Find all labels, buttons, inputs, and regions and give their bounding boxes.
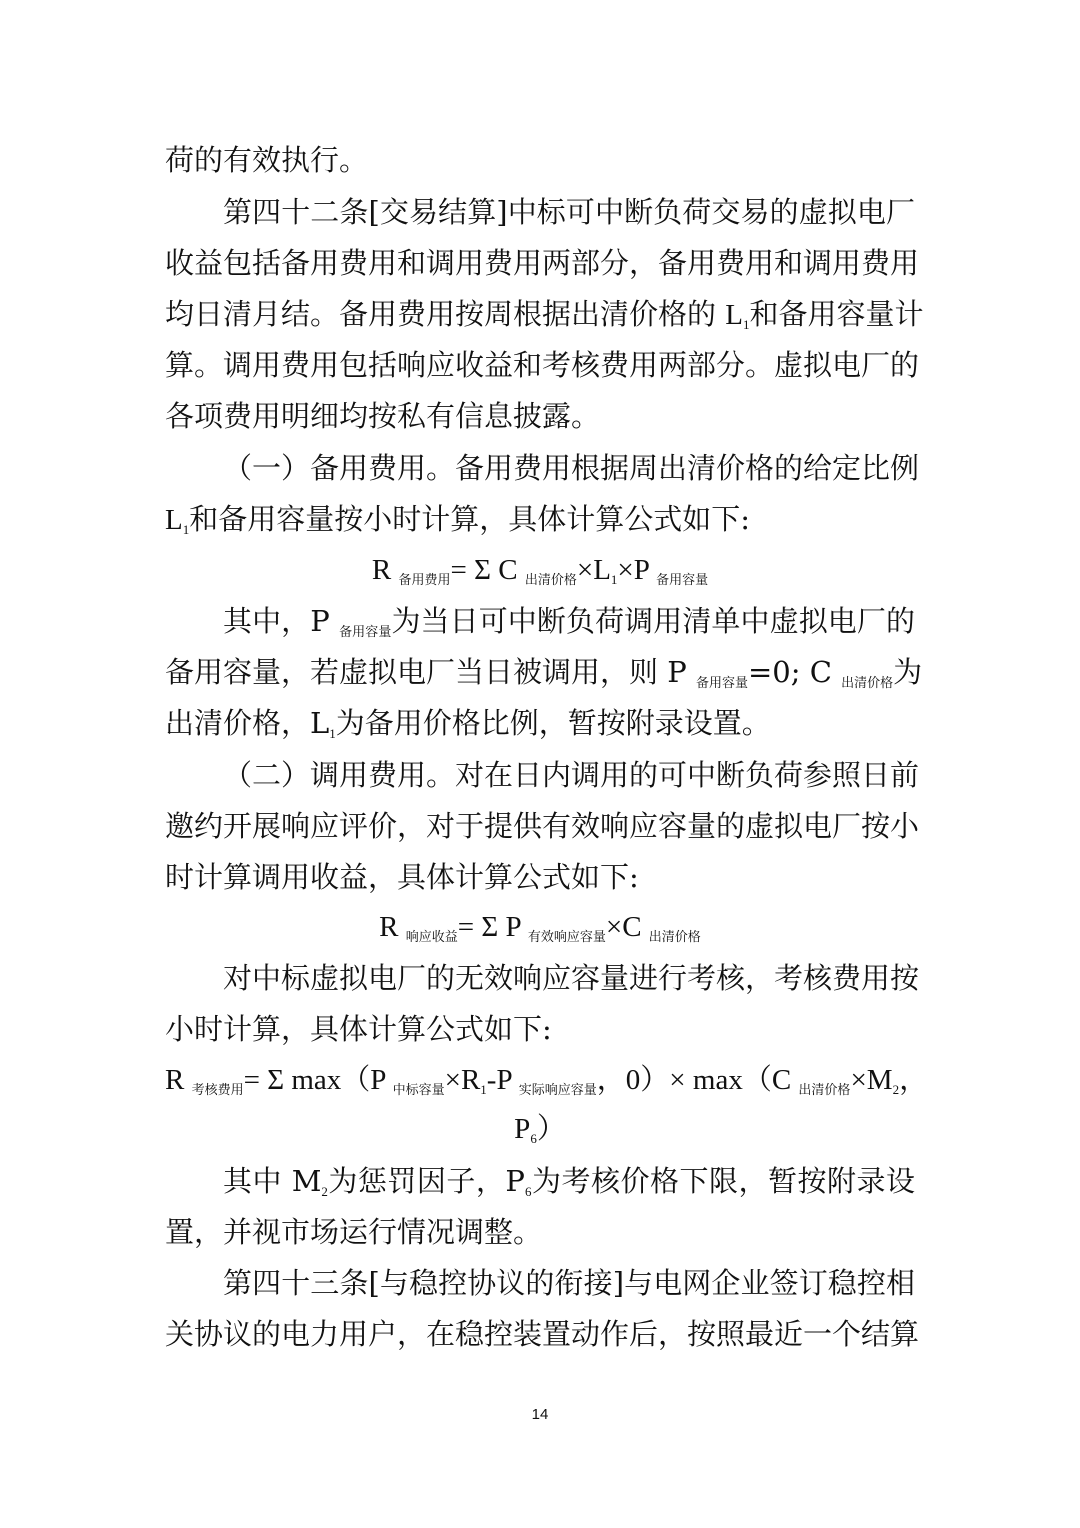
article-42-line-1: 第四十二条[交易结算]中标可中断负荷交易的虚拟电厂 (223, 195, 915, 229)
formula-reserve-fee: R 备用费用= Σ C 出清价格×L1×P 备用容量 (371, 554, 709, 587)
section-2-line-1: （二）调用费用。对在日内调用的可中断负荷参照日前 (223, 758, 920, 792)
section-2-assessment-line-2: 小时计算，具体计算公式如下: (165, 1012, 552, 1046)
article-42-line-3: 均日清月结。备用费用按周根据出清价格的 L1和备用容量计 (165, 297, 924, 332)
section-2-explain-line-1: 其中 M2为惩罚因子，P6为考核价格下限，暂按附录设 (223, 1164, 915, 1199)
section-1-where-line-3: 出清价格，L1为备用价格比例，暂按附录设置。 (165, 706, 771, 741)
section-1-where-line-1: 其中，P 备用容量为当日可中断负荷调用清单中虚拟电厂的 (223, 604, 915, 640)
section-1-line-2: L1和备用容量按小时计算，具体计算公式如下: (165, 502, 750, 537)
formula-assessment-fee: R 考核费用= Σ max（P 中标容量×R1-P 实际响应容量，0）× max（C 出清价格×M2， (165, 1064, 929, 1097)
section-2-line-2: 邀约开展响应评价，对于提供有效响应容量的虚拟电厂按小 (165, 809, 920, 843)
page-number: 14 (531, 1406, 549, 1423)
formula-assessment-fee-continued: P6） (514, 1113, 566, 1146)
section-1-line-1: （一）备用费用。备用费用根据周出清价格的给定比例 (223, 451, 920, 485)
article-42-line-5: 各项费用明细均按私有信息披露。 (165, 399, 601, 433)
formula-response-gain: R 响应收益= Σ P 有效响应容量×C 出清价格 (379, 911, 701, 944)
article-42-line-2: 收益包括备用费用和调用费用两部分，备用费用和调用费用 (165, 246, 920, 280)
section-2-assessment-line-1: 对中标虚拟电厂的无效响应容量进行考核，考核费用按 (223, 961, 920, 995)
article-43-line-1: 第四十三条[与稳控协议的衔接]与电网企业签订稳控相 (223, 1266, 915, 1300)
article-43-line-2: 关协议的电力用户，在稳控装置动作后，按照最近一个结算 (165, 1317, 920, 1351)
section-2-line-3: 时计算调用收益，具体计算公式如下: (165, 860, 639, 894)
section-2-explain-line-2: 置，并视市场运行情况调整。 (165, 1215, 543, 1249)
para-continuation: 荷的有效执行。 (165, 143, 369, 177)
article-42-line-4: 算。调用费用包括响应收益和考核费用两部分。虚拟电厂的 (165, 348, 920, 382)
section-1-where-line-2: 备用容量，若虚拟电厂当日被调用，则 P 备用容量=0; C 出清价格为 (165, 655, 923, 691)
